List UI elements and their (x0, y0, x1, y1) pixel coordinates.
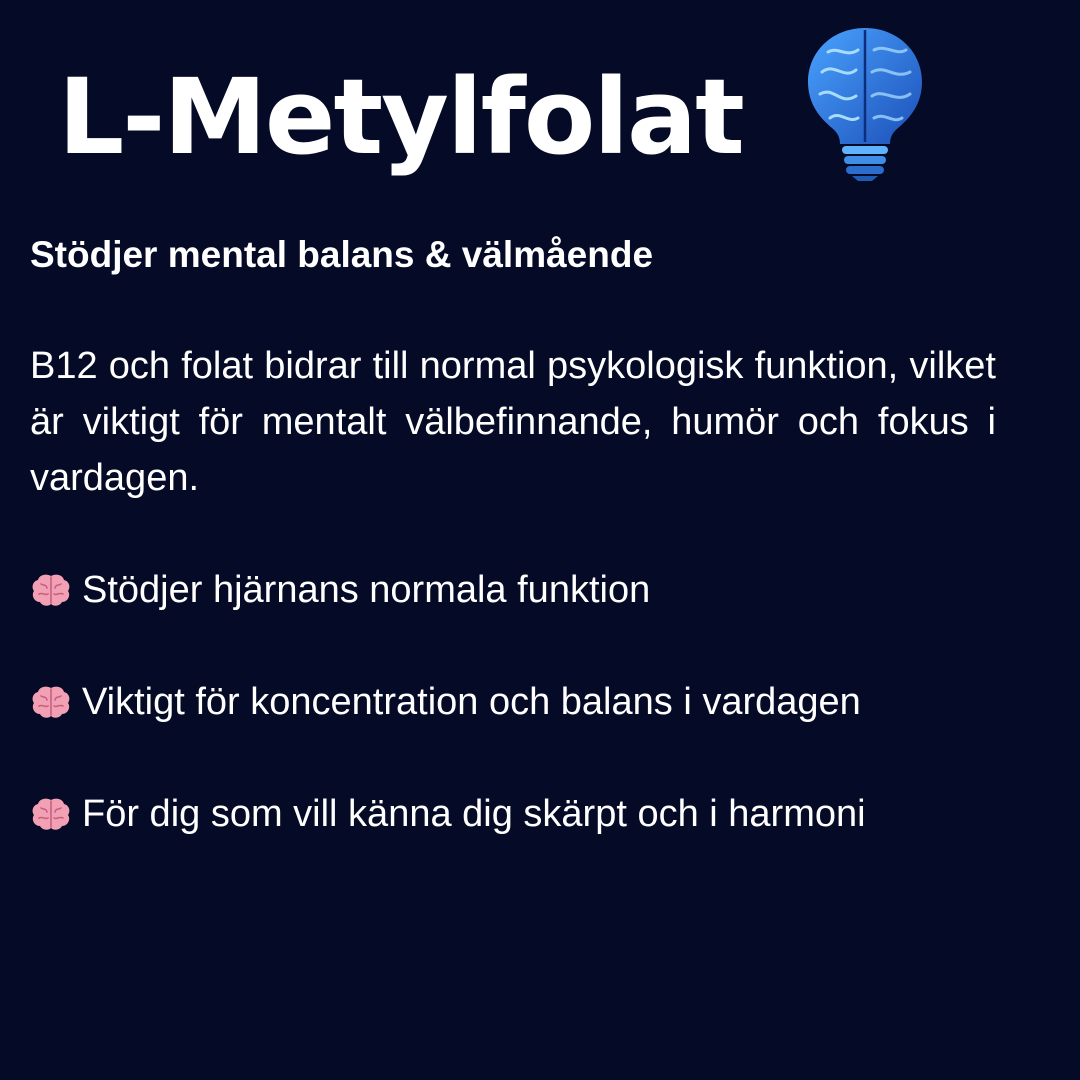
list-item (30, 562, 650, 618)
title-row (58, 22, 743, 212)
bullet-text: För dig som vill känna dig skärpt och i harmoni (82, 793, 866, 835)
body-paragraph: B12 och folat bidrar till normal psykologisk funktion, vilket är viktigt för mentalt välbefinnande, humör och fokus i vardagen. (30, 345, 996, 499)
subheading: Stödjer mental balans & välmående (30, 234, 654, 275)
brain-icon (30, 796, 72, 832)
bullet-text: Stödjer hjärnans normala funktion (82, 569, 651, 611)
lightbulb-brain-icon (800, 22, 930, 182)
brain-icon (30, 572, 72, 608)
page-title: L-Metylfolat (58, 56, 743, 178)
brain-icon (30, 684, 72, 720)
list-item (30, 786, 866, 842)
list-item (30, 674, 861, 730)
bullet-text: Viktigt för koncentration och balans i vardagen (82, 681, 861, 723)
